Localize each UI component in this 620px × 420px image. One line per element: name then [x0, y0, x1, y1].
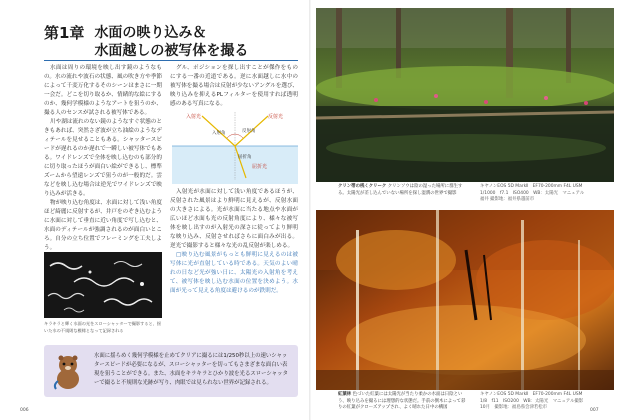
- top-photo-specs: [480, 184, 610, 204]
- bottom-photo-caption: [338, 392, 468, 412]
- chapter-label: 第1章: [44, 24, 85, 42]
- body-paragraph: 入射光が水面に対して浅い角度であるほうが、反射された風景はより鮮明に見えるが、反射水面の大きさによる。光が水面に当たる地点や水面が広いほど水面も光の反射角度により、様々な被写体を映し出すのが入射光の深さに従ってより鮮明な映り込み、反射させればさらに面白みが出る。逆光で撮影すると様々な光の乱反射が楽しめる。: [170, 189, 298, 249]
- spec-line: キヤノンEOS 5D MarkⅡ EF70-200mm F4L USM: [480, 392, 583, 397]
- small-photo-caption: キラキラと輝く水面の光をスローシャッターで撮影すると、揺いた水の不規則な模様となって記録される: [44, 321, 162, 333]
- incident-label: 入射光: [186, 114, 202, 120]
- tip-box: [44, 345, 298, 397]
- reflection-angle-arc: [235, 134, 243, 138]
- spec-line: 1/1000 f7.1 ISO400 WB：太陽光 マニュアル: [480, 190, 585, 196]
- incidence-angle-label: 入射角: [212, 131, 226, 136]
- body-paragraph: 水面は周りの環境を映し出す鏡のようなもの。水の流れや波石の状態、風の吹き方や季節によって千変万化するそのシーンはまさに一期一会だ。どこを切り取るか、情緒的な絵にするのか、幾何学模様のようなアートを狙うのか、撮る人のセンスが試される被写体である。: [44, 65, 162, 116]
- page-gutter: [309, 0, 311, 420]
- reflection-diagram: [172, 108, 298, 184]
- incidence-angle-arc: [227, 134, 235, 138]
- otter-mascot-icon: [50, 351, 86, 391]
- body-column-right: [170, 64, 298, 109]
- body-paragraph: グル、ポジションを探し出すことが傑作をものにする一番の近道である。逆に水面越しに水中の被写体を撮る場合は反射が少ないアングルを選び、映り込みを抑えるPLフィルターを使用すれば透明感のある写真になる。: [170, 65, 298, 107]
- body-paragraph: 物が映り込む角度は、水面に対して浅い角度ほど綺麗に反射するが、井戸をのぞき込むように水面に対して垂直に近い角度で写し込むと、水面のディテールが強調されるのが面白いところ。自分の立ち位置でフレーミングを工夫しよう。: [44, 200, 162, 251]
- spec-line: キヤノンEOS 5D MarkⅡ EF70-200mm F4L USM: [480, 184, 583, 189]
- reflected-label: 反射光: [268, 114, 284, 120]
- top-caption-title: クリン帯の桟くクリーク: [338, 184, 387, 189]
- spec-line: 10月 撮影地：福島県会津若松市: [480, 405, 548, 410]
- chapter-title-line-1: 水面の映り込み＆: [94, 25, 207, 41]
- body-column-right-lower: [170, 188, 298, 296]
- refraction-angle-label: 屈折角: [238, 155, 252, 160]
- body-paragraph: 川や湖は流れのない鏡のようなすぐ状態のときもあれば、突然さざ波が立ち油絵のようなディテールを見せることもある。シャッタースピードが遅れるのか遅れで一瞬しい被写体でもある。ワイドレンズで全体を映し込むのも部分的に切り取ったほうが面白い絵ができるし、標準ズームから望遠レンズで狙うのが一般的だ。雲などを映し込む場合は逆光でワイドレンズで映り込みが活きる。: [44, 119, 162, 197]
- water-sparkle-photo: [44, 252, 162, 318]
- tip-text: 水面に揺らめく幾何学模様を止めてクリアに撮るには1/250秒以上の速いシャッタースピードが必要になるが、スローシャッターを切ってもさまざまな面白い表現を狙うことができる。また、水面をキラキラとひかり波を光るスローシャッターで撮ると不規則な光跡が写り、肉眼では見られない世界が記録される。: [94, 353, 288, 386]
- autumn-reflection-photo: [316, 210, 614, 390]
- refracted-label: 屈折光: [252, 164, 268, 170]
- chapter-title: [94, 24, 248, 60]
- page-number-right: 007: [590, 408, 599, 413]
- page-number-left: 006: [20, 408, 29, 413]
- chapter-title-line-2: 水面越しの被写体を撮る: [94, 43, 249, 59]
- bottom-caption-title: 紅葉林: [338, 392, 352, 397]
- top-photo-caption: [338, 184, 468, 197]
- top-caption-text: クリンソウは陰の湿った場所に群生する。太陽光が差し込んでいない場所を探し湿潤の世界で撮影: [338, 184, 463, 196]
- spec-line: 1/8 f11 ISO200 WB：太陽光 マニュアル撮影: [480, 398, 584, 404]
- chapter-header: [44, 24, 248, 60]
- bottom-caption-text: 色づいた紅葉には太陽光が当たり柔かの水面は日陰という、映り込みを撮るには理想的な状態だ。手前の倒木によって彩りの紅葉がクローズアップされ、よく晴れた日中の構図: [338, 392, 466, 410]
- body-column-left: [44, 64, 162, 253]
- title-rule: [44, 60, 298, 61]
- forest-stream-photo: [316, 8, 614, 182]
- spec-line: 福井 撮影地：福井県越前市: [480, 197, 535, 202]
- reflection-angle-label: 反射角: [242, 129, 256, 134]
- highlight-paragraph: □映り込む風景がもっとも鮮明に見えるのは被写体に光が直射している時である。天気のよい晴れの日など光が強い日に、太陽光の入射角を考えて、被写体を映し込む水面の位置を決めよう。水面が光って見える角度は避けるのが鉄則だ。: [170, 252, 298, 294]
